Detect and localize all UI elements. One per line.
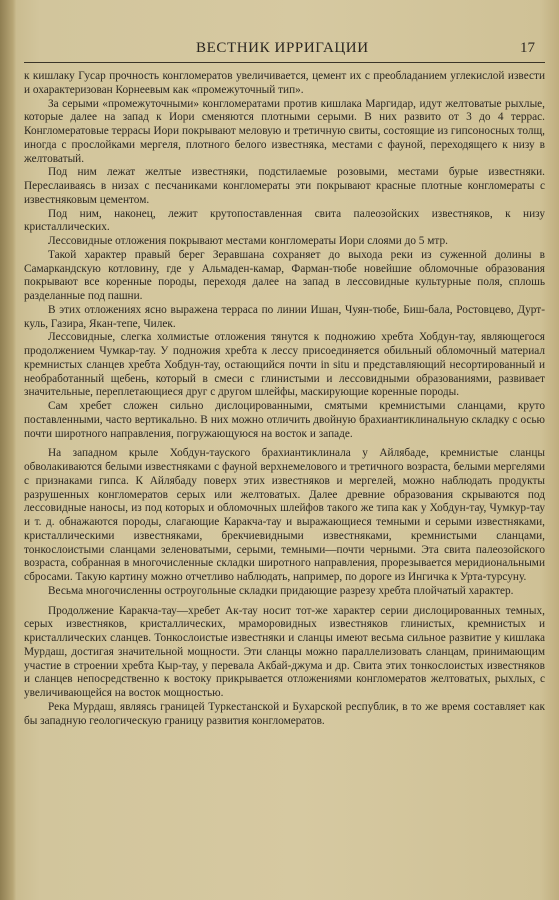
paragraph-3: Под ним лежат желтые известняки, подстилаемые розовыми, местами бурые известняки. Переслаиваясь в низах с песчаниками конгломераты эти покрывают красные плотные конгломераты с известняковым цементом. — [24, 166, 545, 206]
paragraph-2: За серыми «промежуточными» конгломератами против кишлака Маргидар, идут желтоватые рыхлые, которые далее на запад к Иори сменяются плотными серыми. В них развито от 3 до 4 террас. Конгломератовые террасы Иори покрывают меловую и третичную свиты, состоящие из гипсоносных толщ, иногда с прослойками мергеля, плотного белого известняка, местами с фауной, переходящего к низу в желтоватый. — [24, 97, 545, 165]
body-text — [24, 70, 545, 728]
journal-title: ВЕСТНИК ИРРИГАЦИИ — [196, 40, 369, 56]
paragraph-12: Продолжение Каракча-тау—хребет Ак-тау носит тот-же характер серии дислоцированных темных, серых известняков, кристаллических, мраморовидных известняков глинистых, кремнистых и кристаллических сланцев. Тонкослоистые известняки и сланцы имеют весьма сильное развитие у кишлака Мурдаш, достигая значительной мощности. Эти сланцы можно параллелизовать сланцам, принимающим участие в строении хребта Кыр-тау, у перевала Акбай-джума и др. Свита этих тонкослоистых известняков и сланцев непосредственно к востоку прикрывается отложениями конгломератов желтоватых, рыхлых, с увеличивающейся на восток мощностью. — [24, 604, 545, 699]
paragraph-4: Под ним, наконец, лежит крутопоставленная свита палеозойских известняков, к низу кристаллических. — [24, 207, 545, 234]
paragraph-7: В этих отложениях ясно выражена терраса по линии Ишан, Чуян-тюбе, Биш-бала, Ростовцево, Дурт-куль, Газира, Якан-тепе, Чилек. — [24, 303, 545, 330]
paragraph-6: Такой характер правый берег Зеравшана сохраняет до выхода реки из суженной долины в Самаркандскую котловину, где у Альмаден-камар, Фарман-тюбе новейшие обломочные образования покрывают все коренные породы, переходя далее на запад в лессовидные культурные поля, сплошь разделанные под пашни. — [24, 248, 545, 302]
paragraph-10: На западном крыле Хобдун-тауского брахиантиклинала у Айлябаде, кремнистые сланцы обволакиваются белыми известняками с фауной верхнемелового и третичного возраста, белыми мергелями с признаками гипса. К Айлябаду поверх этих известняков и мергелей, можно наблюдать продукты разрушенных конгломератов серых или желтоватых. Далее древние образования скрываются под лессовидные наносы, из под которых и обломочных шлейфов такого же типа как у Хобдун-тау, Чумкур-тау и т. д. обнажаются породы, слагающие Каракча-тау и выражающиеся темными и серыми известняками, кристаллическими известняками, брекчиевидными известняками, кремнистыми сланцами, тонкослоистыми сланцами зеленоватыми, серыми, темными—почти черными. Эта свита палеозойского возраста, собранная в многочисленные складки широтного направления, прорезывается меридиональными сбросами. Такую картину можно отчетливо наблюдать, например, по дороге из Ингичка к Урта-турсуну. — [24, 447, 545, 583]
paragraph-13: Река Мурдаш, являясь границей Туркестанской и Бухарской республик, в то же время составляет как бы западную геологическую границу развития конгломератов. — [24, 700, 545, 727]
paragraph-1: к кишлаку Гусар прочность конгломератов увеличивается, цемент их с преобладанием углекислой извести и охарактеризован Корнеевым как «промежуточный тип». — [24, 70, 545, 96]
running-header — [24, 38, 545, 63]
paragraph-11: Весьма многочисленны остроугольные складки придающие разрезу хребта плойчатый характер. — [48, 584, 514, 597]
paragraph-9: Сам хребет сложен сильно дислоцированными, смятыми кремнистыми сланцами, круто поставленными, часто вертикально. В них можно отличить двойную брахиантиклинальную складку с осью почти широтного направления, погружающуюся на восток и западе. — [24, 400, 545, 440]
binding-gutter — [0, 0, 16, 900]
paragraph-8: Лессовидные, слегка холмистые отложения тянутся к подножию хребта Хобдун-тау, являющегося продолжением Чумкар-тау. У подножия хребта к лессу присоединяется обильный обломочный материал кремнистых сланцев хребта Хобдун-тау, остающийся почти in situ и представляющий несортированный и необработанный щебень, который в смеси с глинистыми и лессовидными образованиями, развивает значительные, переплетающиеся друг с другом шлейфы, маскирующие коренные породы. — [24, 331, 545, 399]
page-number: 17 — [520, 40, 535, 56]
paragraph-5: Лессовидные отложения покрывают местами конгломераты Иори слоями до 5 мтр. — [48, 235, 448, 247]
